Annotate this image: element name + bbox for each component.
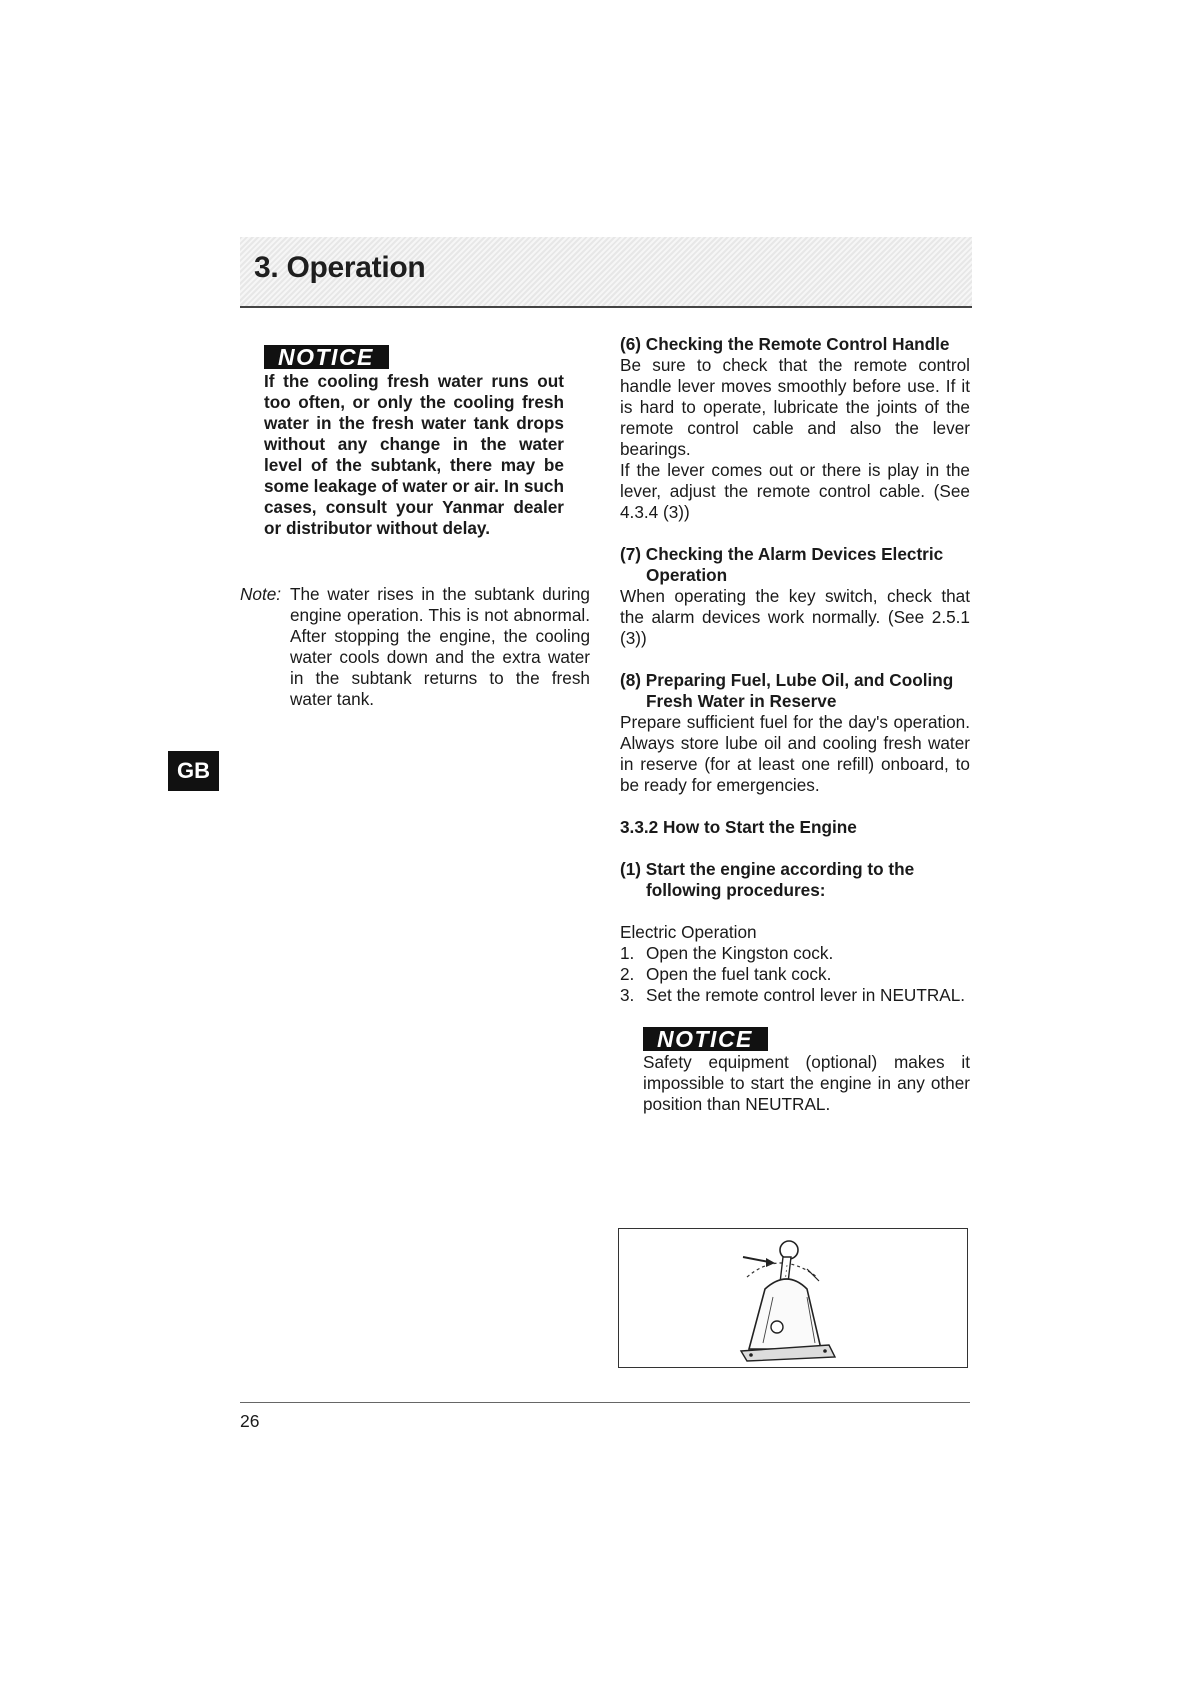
- section-8-heading: (8) Preparing Fuel, Lube Oil, and Cooling Fresh Water in Reserve: [620, 670, 954, 711]
- remote-control-lever-icon: [735, 1235, 855, 1363]
- step-text: Open the fuel tank cock.: [646, 964, 832, 984]
- step-number: 1.: [620, 943, 635, 963]
- list-item: [620, 943, 970, 964]
- footer-rule: [240, 1402, 970, 1403]
- notice-block-2: [643, 1027, 970, 1115]
- note-text: The water rises in the subtank during engine operation. This is not abnormal. After stopping the engine, the cooling water cools down and the extra water in the subtank returns to the fresh water tank.: [290, 584, 590, 709]
- section-6-paragraph-2: If the lever comes out or there is play in the lever, adjust the remote control cable. (See 4.3.4 (3)): [620, 460, 970, 522]
- step-text: Set the remote control lever in NEUTRAL.: [646, 985, 966, 1005]
- subsection-heading: 3.3.2 How to Start the Engine: [620, 817, 857, 837]
- page-number: 26: [240, 1411, 260, 1431]
- right-column: [620, 334, 970, 1115]
- section-6-heading: (6) Checking the Remote Control Handle: [620, 334, 950, 354]
- notice-badge: NOTICE: [643, 1027, 768, 1051]
- remote-control-lever-figure: [618, 1228, 968, 1368]
- left-column: [264, 345, 564, 539]
- step-text: Open the Kingston cock.: [646, 943, 834, 963]
- note-label: Note:: [240, 584, 282, 604]
- language-tab-gb: GB: [168, 751, 219, 791]
- step-number: 2.: [620, 964, 635, 984]
- step-list: [620, 943, 970, 1006]
- chapter-header: [240, 237, 972, 308]
- list-item: [620, 985, 970, 1006]
- section-7-heading: (7) Checking the Alarm Devices Electric Operation: [620, 544, 944, 585]
- note-block: [240, 584, 590, 710]
- notice-2-text: Safety equipment (optional) makes it impossible to start the engine in any other position than NEUTRAL.: [643, 1052, 970, 1114]
- section-8-paragraph: Prepare sufficient fuel for the day's operation. Always store lube oil and cooling fresh water in reserve (for at least one refill) onboard, to be ready for emergencies.: [620, 712, 970, 795]
- notice-text: If the cooling fresh water runs out too often, or only the cooling fresh water in the fresh water tank drops without any change in the water level of the subtank, there may be some leakage of water or air. In such cases, consult your Yanmar dealer or distributor without delay.: [264, 371, 564, 538]
- list-item: [620, 964, 970, 985]
- step-1-heading: (1) Start the engine according to the following procedures:: [620, 859, 915, 900]
- electric-operation-label: Electric Operation: [620, 922, 757, 942]
- notice-badge: NOTICE: [264, 345, 389, 369]
- chapter-title: 3. Operation: [254, 251, 426, 284]
- step-number: 3.: [620, 985, 635, 1005]
- section-6-paragraph-1: Be sure to check that the remote control handle lever moves smoothly before use. If it is hard to operate, lubricate the joints of the remote control cable and also the lever bearings.: [620, 355, 970, 459]
- section-7-paragraph: When operating the key switch, check that the alarm devices work normally. (See 2.5.1 (3)): [620, 586, 970, 648]
